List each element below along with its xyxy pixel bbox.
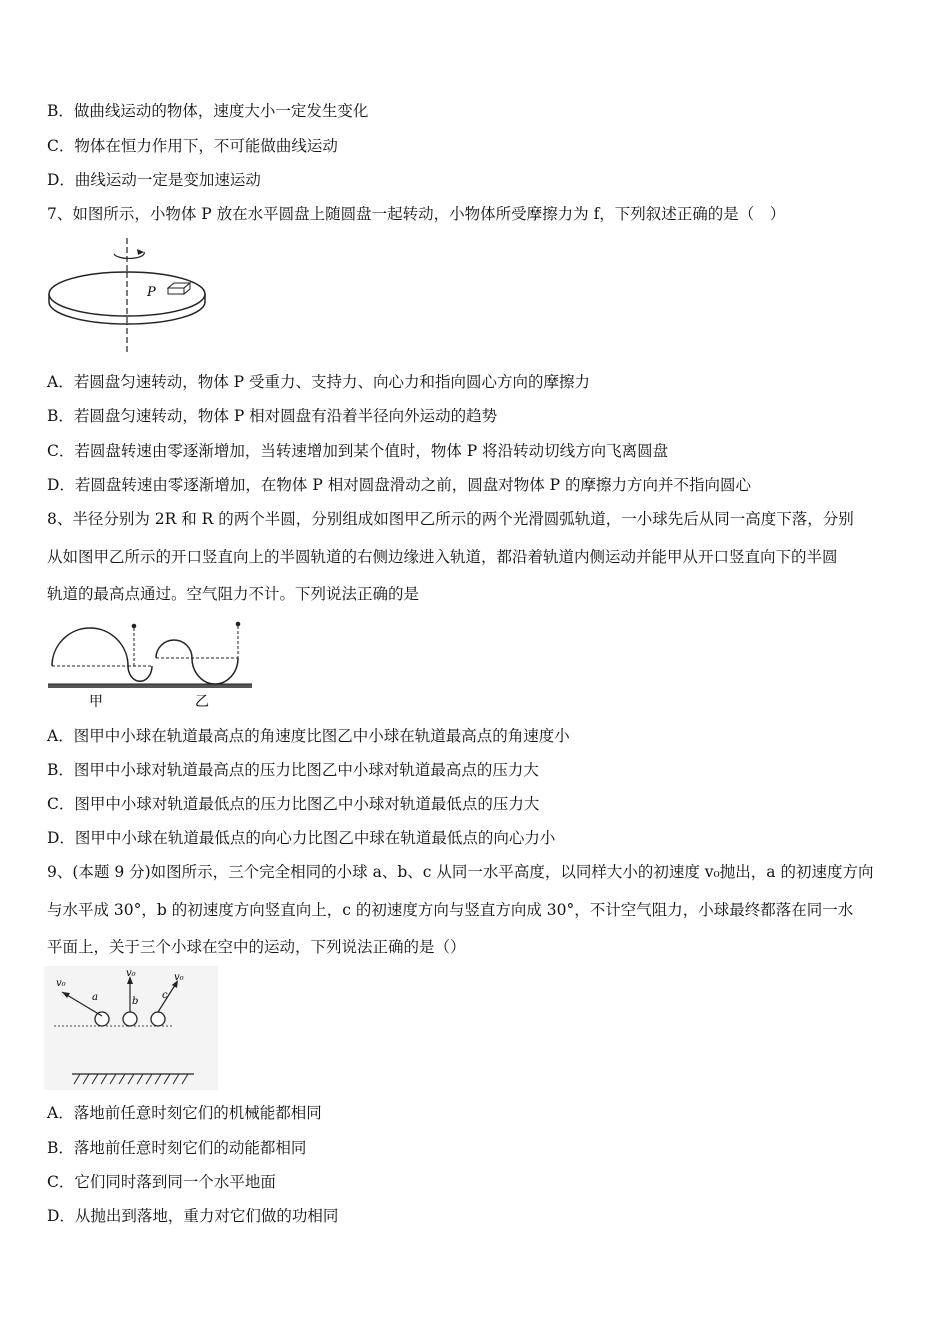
q9-stem-line2: 与水平成 30°，b 的初速度方向竖直向上，c 的初速度方向与竖直方向成 30°，不计空气阻力，小球最终都落在同一水 — [47, 901, 854, 919]
q9-stem-line1: 9、(本题 9 分)如图所示，三个完全相同的小球 a、b、c 从同一水平高度，以同样大小的初速度 v₀抛出，a 的初速度方向 — [47, 863, 874, 881]
ball-a — [95, 1012, 109, 1026]
label-jia: 甲 — [89, 694, 103, 710]
q8-stem-line2: 从如图甲乙所示的开口竖直向上的半圆轨道的右侧边缘进入轨道，都沿着轨道内侧运动并能甲从开口竖直向下的半圆 — [47, 548, 838, 566]
q8-option-c: C．图甲中小球对轨道最低点的压力比图乙中小球对轨道最低点的压力大 — [47, 795, 540, 813]
q7-option-a: A．若圆盘匀速转动，物体 P 受重力、支持力、向心力和指向圆心方向的摩擦力 — [47, 373, 590, 391]
q9-option-c: C．它们同时落到同一个水平地面 — [47, 1173, 276, 1191]
q9-projectile-figure — [44, 966, 218, 1090]
q9-option-d: D．从抛出到落地，重力对它们做的功相同 — [47, 1207, 339, 1225]
ball-c — [151, 1012, 165, 1026]
label-v0-c: v₀ — [174, 972, 184, 983]
q9-option-b: B．落地前任意时刻它们的动能都相同 — [47, 1139, 307, 1157]
q8-option-b: B．图甲中小球对轨道最高点的压力比图乙中小球对轨道最高点的压力大 — [47, 761, 539, 779]
q6-option-b: B．做曲线运动的物体，速度大小一定发生变化 — [47, 102, 369, 120]
q8-tracks-figure — [44, 618, 256, 710]
q8-option-d: D．图甲中小球在轨道最低点的向心力比图乙中球在轨道最低点的向心力小 — [47, 829, 556, 847]
ground — [48, 684, 252, 688]
q9-stem-line3: 平面上，关于三个小球在空中的运动，下列说法正确的是（） — [47, 938, 466, 956]
jia-ball — [132, 624, 137, 629]
label-v0-a: v₀ — [56, 978, 66, 989]
q7-stem: 7、如图所示，小物体 P 放在水平圆盘上随圆盘一起转动，小物体所受摩擦力为 f，下列叙述正确的是（ ） — [47, 205, 786, 223]
jia-upper-semicircle — [52, 628, 128, 666]
label-v0-b: v₀ — [126, 968, 136, 979]
q8-stem-line3: 轨道的最高点通过。空气阻力不计。下列说法正确的是 — [47, 585, 420, 603]
yi-ball — [236, 622, 241, 627]
yi-lower-semicircle — [192, 658, 238, 684]
jia-lower-semicircle — [128, 666, 152, 681]
q9-option-a: A．落地前任意时刻它们的机械能都相同 — [47, 1104, 322, 1122]
q7-option-b: B．若圆盘匀速转动，物体 P 相对圆盘有沿着半径向外运动的趋势 — [47, 407, 498, 425]
q6-option-c: C．物体在恒力作用下，不可能做曲线运动 — [47, 137, 338, 155]
q8-option-a: A．图甲中小球在轨道最高点的角速度比图乙中小球在轨道最高点的角速度小 — [47, 727, 570, 745]
q7-option-d: D．若圆盘转速由零逐渐增加，在物体 P 相对圆盘滑动之前，圆盘对物体 P 的摩擦力方向并不指向圆心 — [47, 476, 751, 494]
label-b: b — [132, 996, 139, 1007]
q7-option-c: C．若圆盘转速由零逐渐增加，当转速增加到某个值时，物体 P 将沿转动切线方向飞离圆盘 — [47, 442, 669, 460]
yi-upper-semicircle — [156, 640, 192, 658]
ball-b — [123, 1012, 137, 1026]
label-yi: 乙 — [195, 694, 209, 710]
label-a: a — [92, 992, 98, 1003]
q7-turntable-figure — [44, 236, 214, 354]
label-c: c — [162, 990, 168, 1001]
q6-option-d: D．曲线运动一定是变加速运动 — [47, 171, 261, 189]
label-p: P — [147, 285, 156, 300]
q8-stem-line1: 8、半径分别为 2R 和 R 的两个半圆，分别组成如图甲乙所示的两个光滑圆弧轨道，一小球先后从同一高度下落，分别 — [47, 510, 854, 528]
